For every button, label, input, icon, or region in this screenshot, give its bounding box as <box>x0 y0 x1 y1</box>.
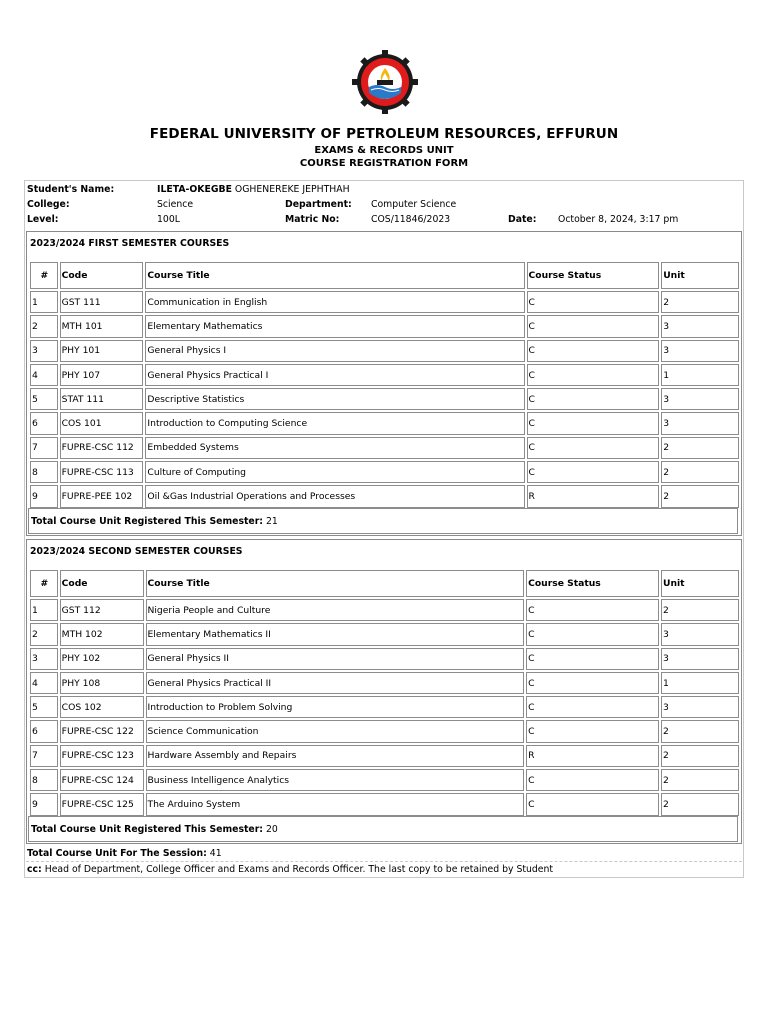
course-status: C <box>526 769 659 791</box>
course-number: 7 <box>30 745 58 767</box>
course-number: 5 <box>30 696 58 718</box>
column-header-unit: Unit <box>661 262 739 289</box>
first-semester-table <box>28 260 741 510</box>
course-status: C <box>527 291 660 313</box>
course-unit: 1 <box>661 364 739 386</box>
course-status: C <box>526 720 659 742</box>
course-status: C <box>526 648 659 670</box>
column-header-title: Course Title <box>145 262 524 289</box>
course-number: 4 <box>30 364 58 386</box>
course-code: FUPRE-CSC 125 <box>60 793 144 815</box>
course-title: Elementary Mathematics <box>145 315 524 337</box>
course-number: 5 <box>30 388 58 410</box>
university-logo <box>349 46 421 116</box>
column-header-status: Course Status <box>527 262 660 289</box>
student-surname: ILETA-OKEGBE <box>157 184 232 195</box>
column-header-number: # <box>30 262 58 289</box>
form-title: COURSE REGISTRATION FORM <box>299 158 469 169</box>
course-unit: 3 <box>661 648 739 670</box>
table-row <box>30 648 739 670</box>
course-title: General Physics I <box>145 340 524 362</box>
cc-note <box>27 864 553 875</box>
level-label: Level: <box>27 214 59 225</box>
course-unit: 3 <box>661 623 739 645</box>
course-code: PHY 101 <box>60 340 144 362</box>
college-value: Science <box>157 199 194 210</box>
course-status: C <box>526 793 659 815</box>
course-code: PHY 108 <box>60 672 144 694</box>
unit-name: EXAMS & RECORDS UNIT <box>314 145 454 156</box>
course-unit: 3 <box>661 315 739 337</box>
course-number: 1 <box>30 291 58 313</box>
course-title: Culture of Computing <box>145 461 524 483</box>
course-status: C <box>527 315 660 337</box>
course-unit: 3 <box>661 412 739 434</box>
course-status: C <box>527 461 660 483</box>
course-unit: 3 <box>661 696 739 718</box>
cc-text: Head of Department, College Officer and Exams and Records Officer. The last copy to be retained by Student <box>44 864 554 875</box>
first-semester-title: 2023/2024 FIRST SEMESTER COURSES <box>30 238 230 249</box>
course-unit: 3 <box>661 388 739 410</box>
course-number: 6 <box>30 720 58 742</box>
course-unit: 2 <box>661 793 739 815</box>
course-title: Hardware Assembly and Repairs <box>146 745 525 767</box>
table-header-row <box>30 570 739 597</box>
table-row <box>30 599 739 621</box>
course-title: Communication in English <box>145 291 524 313</box>
course-code: FUPRE-CSC 123 <box>60 745 144 767</box>
course-code: GST 112 <box>60 599 144 621</box>
course-code: GST 111 <box>60 291 144 313</box>
first-semester-section <box>26 231 742 536</box>
college-label: College: <box>27 199 70 210</box>
course-status: R <box>526 745 659 767</box>
student-other-names: OGHENEREKE JEPHTHAH <box>234 184 350 195</box>
course-title: Elementary Mathematics II <box>146 623 525 645</box>
first-semester-rows <box>30 291 739 508</box>
course-title: Embedded Systems <box>145 437 524 459</box>
table-row <box>30 720 739 742</box>
second-semester-total-value: 20 <box>266 824 278 835</box>
course-title: Oil &Gas Industrial Operations and Processes <box>145 485 524 507</box>
student-name <box>157 184 350 195</box>
table-row <box>30 696 739 718</box>
second-semester-rows <box>30 599 739 816</box>
first-semester-total-value: 21 <box>266 516 278 527</box>
course-code: COS 101 <box>60 412 144 434</box>
table-row <box>30 412 739 434</box>
course-status: C <box>527 412 660 434</box>
course-code: FUPRE-PEE 102 <box>60 485 144 507</box>
table-row <box>30 388 739 410</box>
table-row <box>30 793 739 815</box>
course-number: 8 <box>30 769 58 791</box>
course-title: Introduction to Computing Science <box>145 412 524 434</box>
course-number: 3 <box>30 648 58 670</box>
course-number: 8 <box>30 461 58 483</box>
course-title: Nigeria People and Culture <box>146 599 525 621</box>
second-semester-title: 2023/2024 SECOND SEMESTER COURSES <box>30 546 243 557</box>
course-number: 2 <box>30 623 58 645</box>
course-code: PHY 102 <box>60 648 144 670</box>
student-name-label: Student's Name: <box>27 184 115 195</box>
date-value: October 8, 2024, 3:17 pm <box>558 214 679 225</box>
second-semester-total <box>28 816 738 842</box>
course-unit: 2 <box>661 769 739 791</box>
table-row <box>30 340 739 362</box>
course-status: C <box>526 599 659 621</box>
table-row <box>30 461 739 483</box>
table-row <box>30 364 739 386</box>
course-number: 3 <box>30 340 58 362</box>
column-header-code: Code <box>60 262 144 289</box>
course-unit: 2 <box>661 599 739 621</box>
cc-divider <box>26 861 742 862</box>
course-title: Science Communication <box>146 720 525 742</box>
table-row <box>30 291 739 313</box>
course-code: STAT 111 <box>60 388 144 410</box>
course-title: The Arduino System <box>146 793 525 815</box>
course-code: FUPRE-CSC 122 <box>60 720 144 742</box>
course-title: General Physics Practical I <box>145 364 524 386</box>
course-title: General Physics II <box>146 648 525 670</box>
course-status: C <box>526 696 659 718</box>
course-number: 6 <box>30 412 58 434</box>
course-unit: 3 <box>661 340 739 362</box>
course-number: 9 <box>30 485 58 507</box>
course-status: C <box>527 388 660 410</box>
course-status: C <box>526 672 659 694</box>
course-title: Business Intelligence Analytics <box>146 769 525 791</box>
session-total-label: Total Course Unit For The Session: <box>27 848 207 859</box>
table-row <box>30 672 739 694</box>
course-status: C <box>527 437 660 459</box>
course-unit: 2 <box>661 437 739 459</box>
course-status: C <box>527 340 660 362</box>
course-title: General Physics Practical II <box>146 672 525 694</box>
university-name: FEDERAL UNIVERSITY OF PETROLEUM RESOURCES, EFFURUN <box>149 126 619 142</box>
first-semester-total-label: Total Course Unit Registered This Semester: <box>31 516 264 527</box>
session-total-value: 41 <box>209 848 222 859</box>
course-code: COS 102 <box>60 696 144 718</box>
column-header-code: Code <box>60 570 144 597</box>
second-semester-table <box>28 568 741 818</box>
matric-label: Matric No: <box>285 214 340 225</box>
course-code: FUPRE-CSC 112 <box>60 437 144 459</box>
course-number: 9 <box>30 793 58 815</box>
table-row <box>30 623 739 645</box>
table-row <box>30 437 739 459</box>
matric-value: COS/11846/2023 <box>371 214 451 225</box>
course-number: 7 <box>30 437 58 459</box>
course-unit: 1 <box>661 672 739 694</box>
course-status: C <box>527 364 660 386</box>
course-code: MTH 101 <box>60 315 144 337</box>
course-number: 2 <box>30 315 58 337</box>
course-status: R <box>527 485 660 507</box>
course-code: FUPRE-CSC 113 <box>60 461 144 483</box>
second-semester-total-label: Total Course Unit Registered This Semester: <box>31 824 264 835</box>
first-semester-total <box>28 508 738 534</box>
course-unit: 2 <box>661 461 739 483</box>
table-header-row <box>30 262 739 289</box>
column-header-status: Course Status <box>526 570 659 597</box>
course-unit: 2 <box>661 291 739 313</box>
course-code: PHY 107 <box>60 364 144 386</box>
course-title: Descriptive Statistics <box>145 388 524 410</box>
course-code: MTH 102 <box>60 623 144 645</box>
course-number: 1 <box>30 599 58 621</box>
table-row <box>30 745 739 767</box>
date-label: Date: <box>508 214 537 225</box>
session-total <box>27 848 222 859</box>
course-code: FUPRE-CSC 124 <box>60 769 144 791</box>
table-row <box>30 485 739 507</box>
department-label: Department: <box>285 199 352 210</box>
table-row <box>30 315 739 337</box>
department-value: Computer Science <box>371 199 457 210</box>
course-title: Introduction to Problem Solving <box>146 696 525 718</box>
cc-label: cc: <box>27 864 42 875</box>
column-header-number: # <box>30 570 58 597</box>
level-value: 100L <box>157 214 180 225</box>
column-header-title: Course Title <box>146 570 525 597</box>
column-header-unit: Unit <box>661 570 739 597</box>
course-unit: 2 <box>661 720 739 742</box>
table-row <box>30 769 739 791</box>
course-status: C <box>526 623 659 645</box>
course-number: 4 <box>30 672 58 694</box>
course-unit: 2 <box>661 485 739 507</box>
course-unit: 2 <box>661 745 739 767</box>
second-semester-section <box>26 539 742 844</box>
